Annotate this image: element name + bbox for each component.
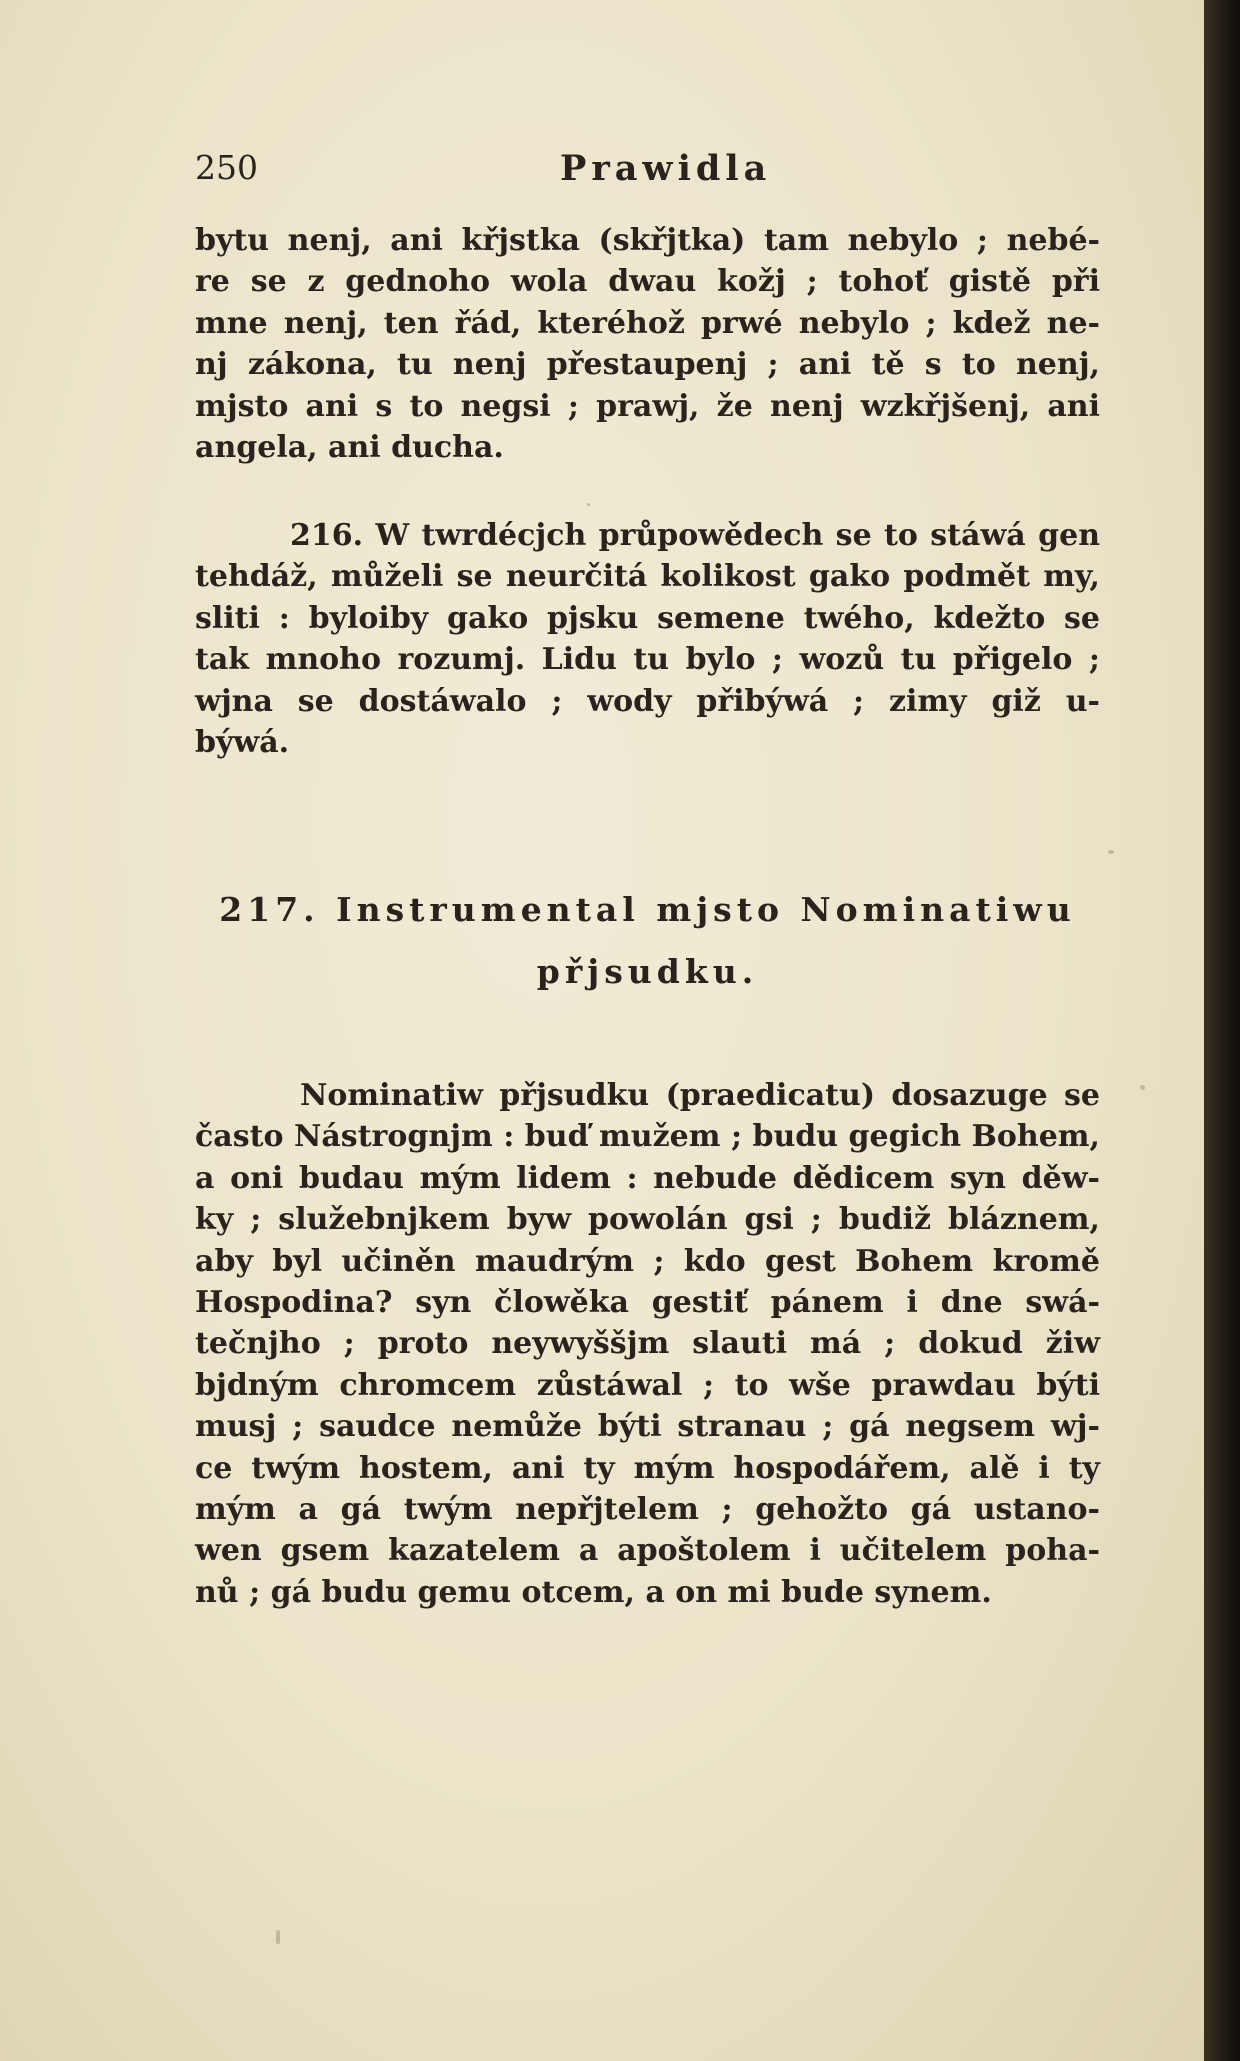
text-line: sliti : byloiby gako pjsku semene twého, kdežto se — [195, 600, 1100, 636]
text-line: tak mnoho rozumj. Lidu tu bylo ; wozů tu přigelo ; — [195, 642, 1100, 678]
paper-speck — [587, 503, 590, 506]
text-line: mne nenj, ten řád, kteréhož prwé nebylo ; kdež ne- — [195, 305, 1100, 341]
text-line: mjsto ani s to negsi ; prawj, že nenj wzkřjšenj, ani — [195, 388, 1100, 424]
text-line: musj ; saudce nemůže býti stranau ; gá negsem wj- — [195, 1409, 1100, 1445]
text-line: wen gsem kazatelem a apoštolem i učitelem poha- — [195, 1533, 1100, 1569]
text-line: mým a gá twým nepřjtelem ; gehožto gá ustano- — [195, 1492, 1100, 1528]
text-line: tečnjho ; proto neywyššjm slauti má ; dokud žiw — [195, 1326, 1100, 1362]
text-line: nů ; gá budu gemu otcem, a on mi bude synem. — [195, 1574, 992, 1610]
text-line: aby byl učiněn maudrým ; kdo gest Bohem kromě — [195, 1243, 1100, 1279]
text-line: a oni budau mým lidem : nebude dědicem syn děw- — [195, 1160, 1100, 1196]
text-line: Hospodina? syn člowěka gestiť pánem i dne swá- — [195, 1285, 1100, 1321]
paper-speck — [1140, 1085, 1145, 1090]
paper-speck — [1108, 850, 1114, 854]
section-heading-line-1: 217. Instrumental mjsto Nominatiwu — [219, 890, 1076, 929]
paragraph-1 — [195, 220, 1100, 468]
text-line: bytu nenj, ani křjstka (skřjtka) tam nebylo ; nebé- — [195, 223, 1100, 258]
text-line: re se z gednoho wola dwau kožj ; tohoť gistě při — [195, 264, 1100, 300]
text-line: nj zákona, tu nenj přestaupenj ; ani tě s to nenj, — [195, 347, 1100, 383]
running-title: Prawidla — [560, 148, 772, 189]
text-line: často Nástrognjm : buď mužem ; budu gegich Bohem, — [195, 1119, 1100, 1155]
text-line: wjna se dostáwalo ; wody přibýwá ; zimy giž u- — [195, 683, 1100, 719]
text-line: býwá. — [195, 725, 290, 761]
book-gutter — [1204, 0, 1240, 2061]
running-head — [195, 148, 1085, 196]
text-line: ky ; služebnjkem byw powolán gsi ; budiž bláznem, — [195, 1202, 1100, 1238]
text-line: angela, ani ducha. — [195, 430, 504, 466]
page-number: 250 — [195, 148, 258, 187]
paragraph-2 — [195, 515, 1100, 763]
text-line: ce twým hostem, ani ty mým hospodářem, alě i ty — [195, 1450, 1100, 1486]
paper-speck — [276, 1930, 280, 1944]
text-line: Nominatiw přjsudku (praedicatu) dosazuge se — [300, 1078, 1100, 1113]
text-line: 216. W twrdécjch průpowědech se to stáwá gen — [290, 518, 1100, 553]
paragraph-3 — [195, 1075, 1100, 1613]
text-line: bjdným chromcem zůstáwal ; to wše prawdau býti — [195, 1367, 1100, 1403]
text-line: tehdáž, můželi se neurčitá kolikost gako podmět my, — [195, 559, 1100, 595]
section-heading-line-2: přjsudku. — [536, 952, 759, 991]
